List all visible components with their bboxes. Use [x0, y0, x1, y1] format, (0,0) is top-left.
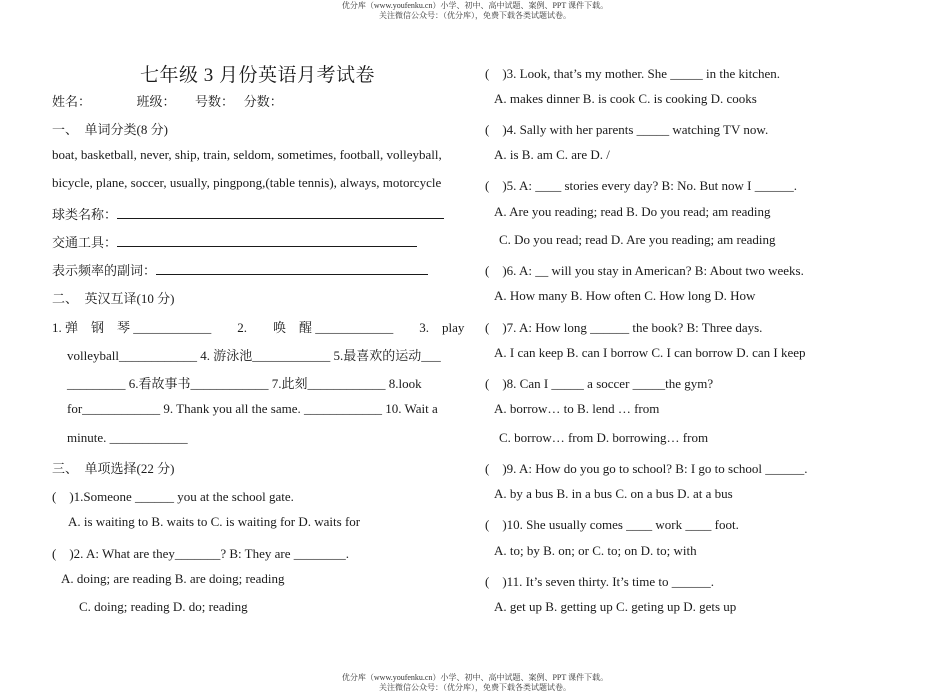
- translation-line5: minute. ____________: [67, 430, 188, 445]
- question-5-options-a: A. Are you reading; read B. Do you read; am reading: [494, 204, 771, 219]
- question-4: ( )4. Sally with her parents _____ watching TV now.: [485, 122, 769, 137]
- translation-line1: 1. 弹 钢 琴 ____________ 2. 唤 醒 ____________ 3. play: [52, 320, 465, 335]
- frequency-label: 表示频率的副词：: [52, 263, 157, 278]
- question-3: ( )3. Look, that’s my mother. She _____ in the kitchen.: [485, 66, 780, 81]
- exam-title: 七年级 3 月份英语月考试卷: [140, 65, 376, 86]
- transport-label: 交通工具：: [52, 235, 118, 250]
- question-9: ( )9. A: How do you go to school? B: I go to school ______.: [485, 461, 808, 476]
- transport-row: [52, 232, 417, 251]
- header-notice-line2: 关注微信公众号：（优分库），免费下载各类试题试卷。: [379, 11, 571, 20]
- question-9-options: A. by a bus B. in a bus C. on a bus D. at a bus: [494, 486, 733, 501]
- word-list-line1: boat, basketball, never, ship, train, seldom, sometimes, football, volleyball,: [52, 147, 442, 162]
- header-notice-line1: 优分库（www.youfenku.cn）小学、初中、高中试题、案例、PPT 课件下载。: [341, 1, 609, 10]
- question-3-options: A. makes dinner B. is cook C. is cooking D. cooks: [494, 91, 757, 106]
- question-8-options-b: C. borrow… from D. borrowing… from: [499, 430, 709, 445]
- ball-games-row: [52, 204, 444, 223]
- question-10-options: A. to; by B. on; or C. to; on D. to; with: [494, 543, 697, 558]
- ball-games-answer-line[interactable]: [117, 206, 444, 219]
- question-10: ( )10. She usually comes ____ work ____ foot.: [485, 517, 739, 532]
- frequency-row: [52, 260, 428, 279]
- question-8-options-a: A. borrow… to B. lend … from: [494, 401, 660, 416]
- translation-line4: for____________ 9. Thank you all the same. ____________ 10. Wait a: [67, 401, 438, 416]
- question-5: ( )5. A: ____ stories every day? B: No. But now I ______.: [485, 178, 797, 193]
- ball-games-label: 球类名称：: [52, 207, 118, 222]
- question-4-options: A. is B. am C. are D. /: [494, 147, 610, 162]
- question-8: ( )8. Can I _____ a soccer _____the gym?: [485, 376, 714, 391]
- question-6: ( )6. A: __ will you stay in American? B: About two weeks.: [485, 263, 804, 278]
- question-2-options-b: C. doing; reading D. do; reading: [79, 599, 248, 614]
- word-list-line2: bicycle, plane, soccer, usually, pingpong,(table tennis), always, motorcycle: [52, 175, 442, 190]
- question-11-options: A. get up B. getting up C. geting up D. gets up: [494, 599, 737, 614]
- student-info-row: 姓名： 班级： 号数： 分数：: [52, 94, 283, 109]
- question-1-options: A. is waiting to B. waits to C. is waiting for D. waits for: [68, 514, 361, 529]
- question-2-options-a: A. doing; are reading B. are doing; reading: [61, 571, 285, 586]
- question-1: ( )1.Someone ______ you at the school gate.: [52, 489, 294, 504]
- section2-heading: 二、 英汉互译(10 分): [52, 291, 175, 306]
- translation-line3: _________ 6.看故事书____________ 7.此刻____________ 8.look: [67, 376, 422, 391]
- transport-answer-line[interactable]: [117, 234, 417, 247]
- section3-heading: 三、 单项选择(22 分): [52, 461, 175, 476]
- question-6-options: A. How many B. How often C. How long D. How: [494, 288, 756, 303]
- question-2: ( )2. A: What are they_______? B: They are ________.: [52, 546, 350, 561]
- question-7-options: A. I can keep B. can I borrow C. I can borrow D. can I keep: [494, 345, 806, 360]
- question-7: ( )7. A: How long ______ the book? B: Three days.: [485, 320, 763, 335]
- footer-notice-line1: 优分库（www.youfenku.cn）小学、初中、高中试题、案例、PPT 课件下载。: [341, 673, 609, 682]
- frequency-answer-line[interactable]: [156, 262, 428, 275]
- translation-line2: volleyball____________ 4. 游泳池____________ 5.最喜欢的运动___: [67, 348, 441, 363]
- question-5-options-b: C. Do you read; read D. Are you reading; am reading: [499, 232, 776, 247]
- question-11: ( )11. It’s seven thirty. It’s time to ______.: [485, 574, 715, 589]
- section1-heading: 一、 单词分类(8 分): [52, 122, 168, 137]
- footer-notice-line2: 关注微信公众号：（优分库），免费下载各类试题试卷。: [379, 683, 571, 692]
